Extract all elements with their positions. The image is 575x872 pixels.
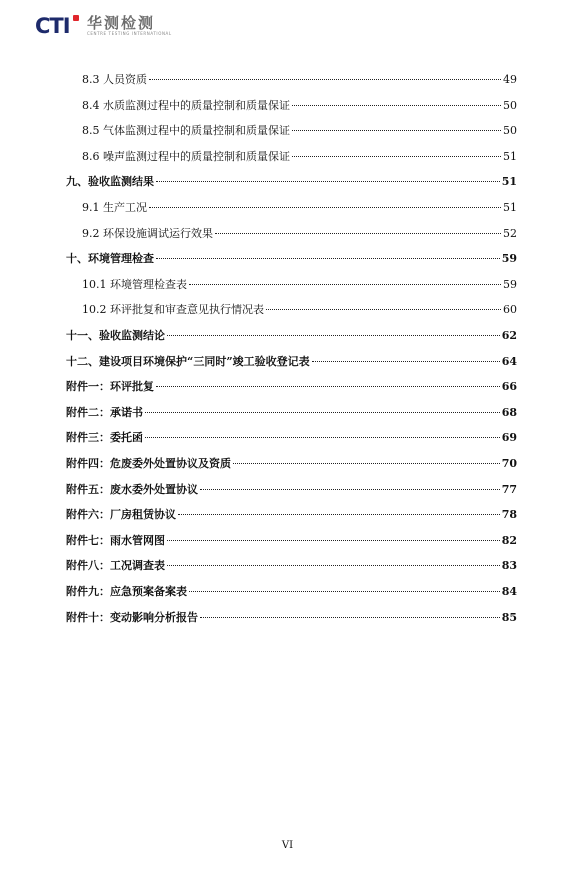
toc-leader-dots	[156, 258, 500, 259]
toc-entry-title: 十二、建设项目环境保护“三同时”竣工验收登记表	[66, 354, 310, 368]
toc-entry[interactable]	[66, 558, 517, 574]
toc-entry-page: 51	[501, 175, 517, 189]
toc-entry[interactable]	[66, 379, 517, 395]
toc-leader-dots	[200, 617, 500, 618]
toc-entry-page: 51	[503, 201, 517, 214]
toc-entry-title: 8.3 人员资质	[82, 73, 147, 86]
toc-leader-dots	[149, 207, 501, 208]
toc-entry-title: 附件四：危废委外处置协议及资质	[66, 457, 231, 470]
brand	[87, 15, 172, 37]
toc-entry[interactable]	[66, 251, 517, 267]
toc-entry-title: 附件十：变动影响分析报告	[66, 610, 198, 624]
toc-entry-title: 附件八：工况调查表	[66, 559, 165, 573]
toc-entry[interactable]	[66, 328, 517, 344]
toc-leader-dots	[292, 130, 501, 131]
toc-entry-page: 83	[501, 559, 517, 573]
toc-entry[interactable]	[82, 302, 517, 318]
toc-entry-page: 84	[501, 585, 517, 598]
toc-entry[interactable]	[66, 533, 517, 549]
toc-entry-title: 十、环境管理检查	[66, 252, 154, 266]
header-logo	[35, 12, 172, 40]
toc-leader-dots	[292, 105, 501, 106]
toc-entry[interactable]	[82, 123, 517, 139]
toc-entry-page: 78	[501, 508, 517, 522]
toc-entry-page: 59	[501, 252, 517, 266]
page-number: VI	[281, 840, 294, 851]
toc-entry-page: 50	[503, 98, 517, 112]
toc-entry-page: 51	[503, 149, 517, 163]
toc-entry-page: 60	[503, 303, 517, 317]
brand-name-cn: 华测检测	[87, 14, 156, 32]
toc-entry-title: 10.1 环境管理检查表	[82, 277, 187, 291]
toc-entry-title: 附件九：应急预案备案表	[66, 585, 187, 598]
toc-entry-page: 69	[501, 431, 517, 445]
toc-entry[interactable]	[66, 610, 517, 626]
toc-leader-dots	[200, 489, 500, 490]
toc-entry-title: 8.4 水质监测过程中的质量控制和质量保证	[82, 98, 290, 112]
toc-leader-dots	[145, 437, 500, 438]
toc-entry-title: 8.6 噪声监测过程中的质量控制和质量保证	[82, 149, 290, 163]
toc-entry[interactable]	[66, 430, 517, 446]
toc-entry[interactable]	[82, 226, 517, 242]
toc-entry-page: 70	[501, 457, 517, 470]
brand-name-en: CENTRE TESTING INTERNATIONAL	[87, 31, 172, 36]
toc-entry[interactable]	[66, 405, 517, 421]
toc-entry-title: 九、验收监测结果	[66, 175, 154, 189]
toc-leader-dots	[189, 591, 500, 592]
toc-entry-page: 59	[503, 277, 517, 291]
toc-entry[interactable]	[82, 72, 517, 88]
logo-dot-icon	[73, 15, 79, 21]
toc-leader-dots	[145, 412, 500, 413]
toc-leader-dots	[167, 540, 500, 541]
toc-leader-dots	[266, 309, 501, 310]
toc-entry[interactable]	[66, 584, 517, 600]
toc-entry-title: 9.2 环保设施调试运行效果	[82, 226, 213, 240]
toc-entry[interactable]	[66, 456, 517, 472]
toc-leader-dots	[312, 361, 500, 362]
toc-entry[interactable]	[82, 200, 517, 216]
toc-entry[interactable]	[66, 354, 517, 370]
toc-entry-title: 十一、验收监测结论	[66, 329, 165, 342]
toc-leader-dots	[215, 233, 501, 234]
toc-entry-title: 10.2 环评批复和审查意见执行情况表	[82, 303, 264, 317]
toc-entry[interactable]	[66, 507, 517, 523]
toc-entry-page: 66	[501, 380, 517, 394]
toc-leader-dots	[189, 284, 501, 285]
toc-entry-page: 52	[503, 226, 517, 240]
toc-entry-page: 77	[501, 482, 517, 496]
toc-entry-page: 82	[501, 533, 517, 547]
toc-entry-title: 附件七：雨水管网图	[66, 533, 165, 547]
toc-entry-page: 49	[503, 73, 517, 86]
toc-entry-page: 64	[501, 354, 517, 368]
toc-entry[interactable]	[82, 98, 517, 114]
toc-entry-page: 68	[501, 405, 517, 419]
toc-entry-title: 附件二：承诺书	[66, 405, 143, 419]
toc-entry[interactable]	[82, 277, 517, 293]
toc-entry-title: 9.1 生产工况	[82, 201, 147, 214]
toc-entry-title: 附件三：委托函	[66, 431, 143, 445]
toc-entry-page: 62	[501, 329, 517, 342]
toc-leader-dots	[167, 335, 500, 336]
toc-leader-dots	[167, 565, 500, 566]
toc-leader-dots	[149, 79, 501, 80]
toc-leader-dots	[178, 514, 500, 515]
toc-entry-page: 85	[501, 610, 517, 624]
toc-entry[interactable]	[66, 174, 517, 190]
toc-entry-title: 附件一：环评批复	[66, 380, 154, 394]
toc-leader-dots	[156, 181, 500, 182]
toc-entry[interactable]	[66, 482, 517, 498]
logo-text: CTI	[35, 14, 70, 38]
cti-logo	[35, 15, 83, 37]
toc-leader-dots	[156, 386, 500, 387]
toc-entry-title: 8.5 气体监测过程中的质量控制和质量保证	[82, 124, 290, 138]
toc-entry-title: 附件六：厂房租赁协议	[66, 508, 176, 522]
toc-entry[interactable]	[82, 149, 517, 165]
toc-leader-dots	[292, 156, 501, 157]
toc-entry-title: 附件五：废水委外处置协议	[66, 482, 198, 496]
toc-leader-dots	[233, 463, 500, 464]
toc-entry-page: 50	[503, 124, 517, 138]
